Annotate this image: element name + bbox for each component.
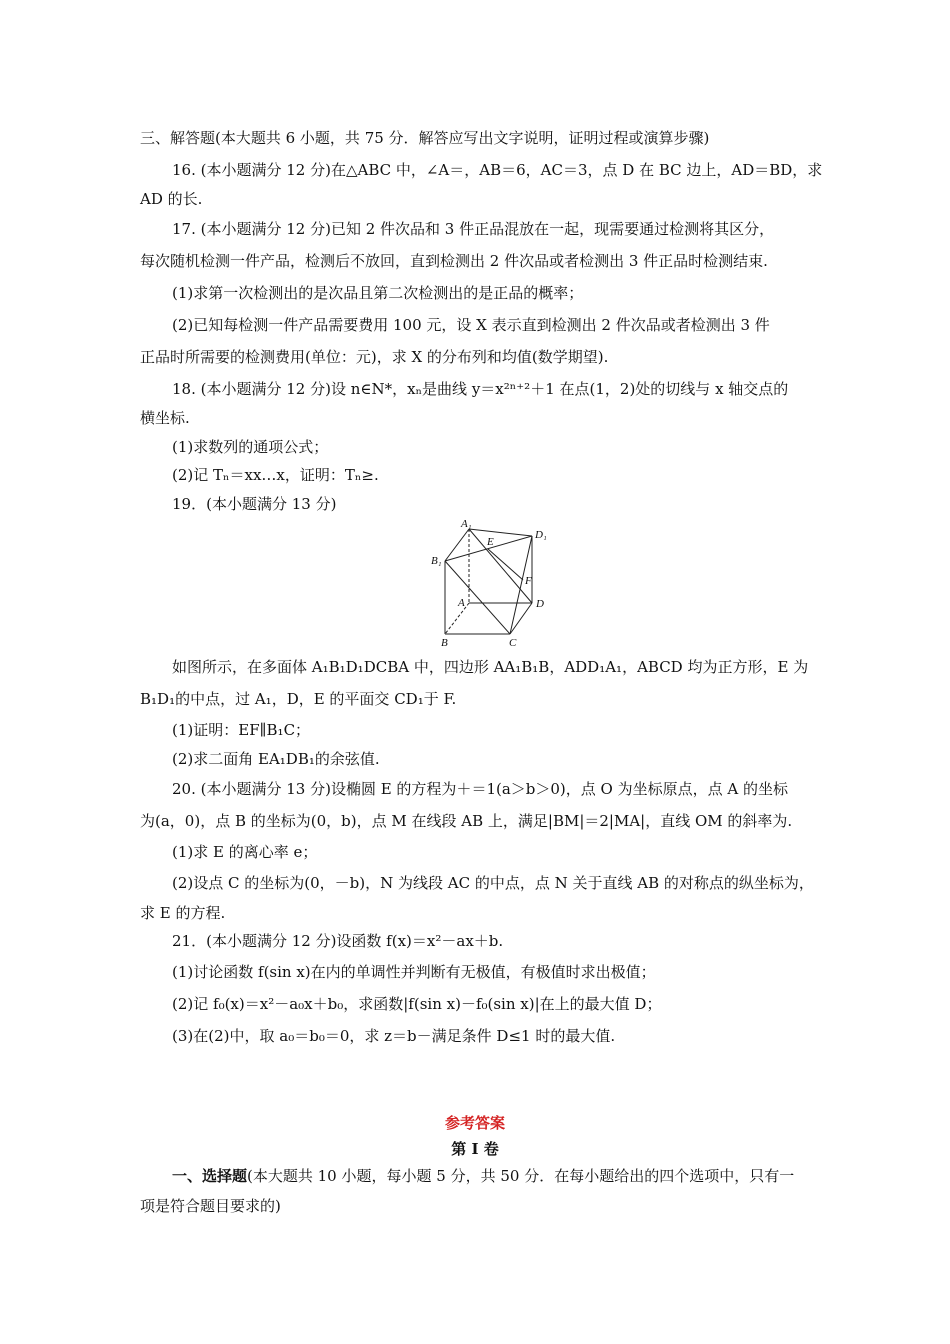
problem-17-part2-line1: (2)已知每检测一件产品需要费用 100 元，设 X 表示直到检测出 2 件次品或者检测出 3 件 xyxy=(172,316,770,334)
label-B: B xyxy=(441,637,448,648)
problem-20-line1: 20. (本小题满分 13 分)设椭圆 E 的方程为＋＝1(a＞b＞0)，点 O 为坐标原点，点 A 的坐标 xyxy=(172,780,788,798)
section1-text1: (本大题共 10 小题，每小题 5 分，共 50 分．在每小题给出的四个选项中，只有一 xyxy=(247,1167,795,1185)
label-A: A xyxy=(458,597,465,609)
problem-20-part2-line1: (2)设点 C 的坐标为(0，－b)，N 为线段 AC 的中点，点 N 关于直线 AB 的对称点的纵坐标为， xyxy=(172,874,814,892)
problem-17-line2: 每次随机检测一件产品，检测后不放回，直到检测出 2 件次品或者检测出 3 件正品时检测结束. xyxy=(140,252,768,270)
edge-A1-D xyxy=(469,529,532,603)
section1-line2: 项是符合题目要求的) xyxy=(140,1197,281,1215)
problem-21-part1: (1)讨论函数 f(sin x)在内的单调性并判断有无极值，有极值时求出极值； xyxy=(172,963,656,981)
section3-heading: 三、解答题(本大题共 6 小题，共 75 分．解答应写出文字说明，证明过程或演算步骤) xyxy=(140,129,710,147)
answer-title: 参考答案 xyxy=(444,1114,505,1132)
problem-18-part1: (1)求数列的通项公式； xyxy=(172,438,329,456)
polyhedron-figure xyxy=(425,518,565,648)
problem-17-part1: (1)求第一次检测出的是次品且第二次检测出的是正品的概率； xyxy=(172,284,584,302)
problem-19-line1: 如图所示，在多面体 A₁B₁D₁DCBA 中，四边形 AA₁B₁B，ADD₁A₁，ABCD 均为正方形，E 为 xyxy=(172,658,809,676)
edge-B1-C xyxy=(445,561,510,634)
problem-19-part2: (2)求二面角 EA₁DB₁的余弦值. xyxy=(172,750,380,768)
label-A1: A₁ xyxy=(461,518,472,530)
label-F: F xyxy=(525,575,532,587)
problem-19-line2: B₁D₁的中点，过 A₁，D，E 的平面交 CD₁于 F. xyxy=(140,690,457,708)
label-D1: D₁ xyxy=(535,529,547,541)
problem-20-part2-line2: 求 E 的方程. xyxy=(140,904,226,922)
problem-21-part3: (3)在(2)中，取 a₀＝b₀＝0，求 z＝b－满足条件 D≤1 时的最大值. xyxy=(172,1027,616,1045)
label-D: D xyxy=(536,598,544,610)
problem-19-part1: (1)证明：EF∥B₁C； xyxy=(172,721,311,739)
problem-16-line1: 16. (本小题满分 12 分)在△ABC 中，∠A＝，AB＝6，AC＝3，点 D 在 BC 边上，AD＝BD，求 xyxy=(172,161,823,179)
label-B1: B₁ xyxy=(431,555,442,567)
problem-21-part2: (2)记 f₀(x)＝x²－a₀x＋b₀，求函数|f(sin x)－f₀(sin x)|在上的最大值 D； xyxy=(172,995,662,1013)
label-E: E xyxy=(487,536,494,548)
problem-20-line2: 为(a，0)，点 B 的坐标为(0，b)，点 M 在线段 AB 上，满足|BM|＝2|MA|，直线 OM 的斜率为. xyxy=(140,812,793,830)
section1-line1 xyxy=(172,1166,794,1186)
problem-18-line1: 18. (本小题满分 12 分)设 n∈N*，xₙ是曲线 y＝x²ⁿ⁺²＋1 在点(1，2)处的切线与 x 轴交点的 xyxy=(172,380,789,398)
section1-heading: 一、选择题 xyxy=(172,1167,248,1185)
edge-E-F xyxy=(488,549,523,580)
edge-A1-D1 xyxy=(469,529,532,536)
edge-A-B-hidden xyxy=(445,603,469,634)
problem-16-line2: AD 的长. xyxy=(140,190,203,208)
problem-20-part1: (1)求 E 的离心率 e； xyxy=(172,843,318,861)
label-C: C xyxy=(509,637,517,648)
problem-21-line1: 21．(本小题满分 12 分)设函数 f(x)＝x²－ax＋b. xyxy=(172,932,504,950)
problem-17-line1: 17. (本小题满分 12 分)已知 2 件次品和 3 件正品混放在一起，现需要通过检测将其区分， xyxy=(172,220,775,238)
problem-18-part2: (2)记 Tₙ＝xx…x，证明：Tₙ≥. xyxy=(172,466,379,484)
problem-18-line2: 横坐标. xyxy=(140,409,190,427)
problem-17-part2-line2: 正品时所需要的检测费用(单位：元)，求 X 的分布列和均值(数学期望). xyxy=(140,348,609,366)
volume-title: 第 Ⅰ 卷 xyxy=(451,1140,499,1158)
edge-A1-B1 xyxy=(445,529,469,561)
problem-19-heading: 19．(本小题满分 13 分) xyxy=(172,495,337,513)
